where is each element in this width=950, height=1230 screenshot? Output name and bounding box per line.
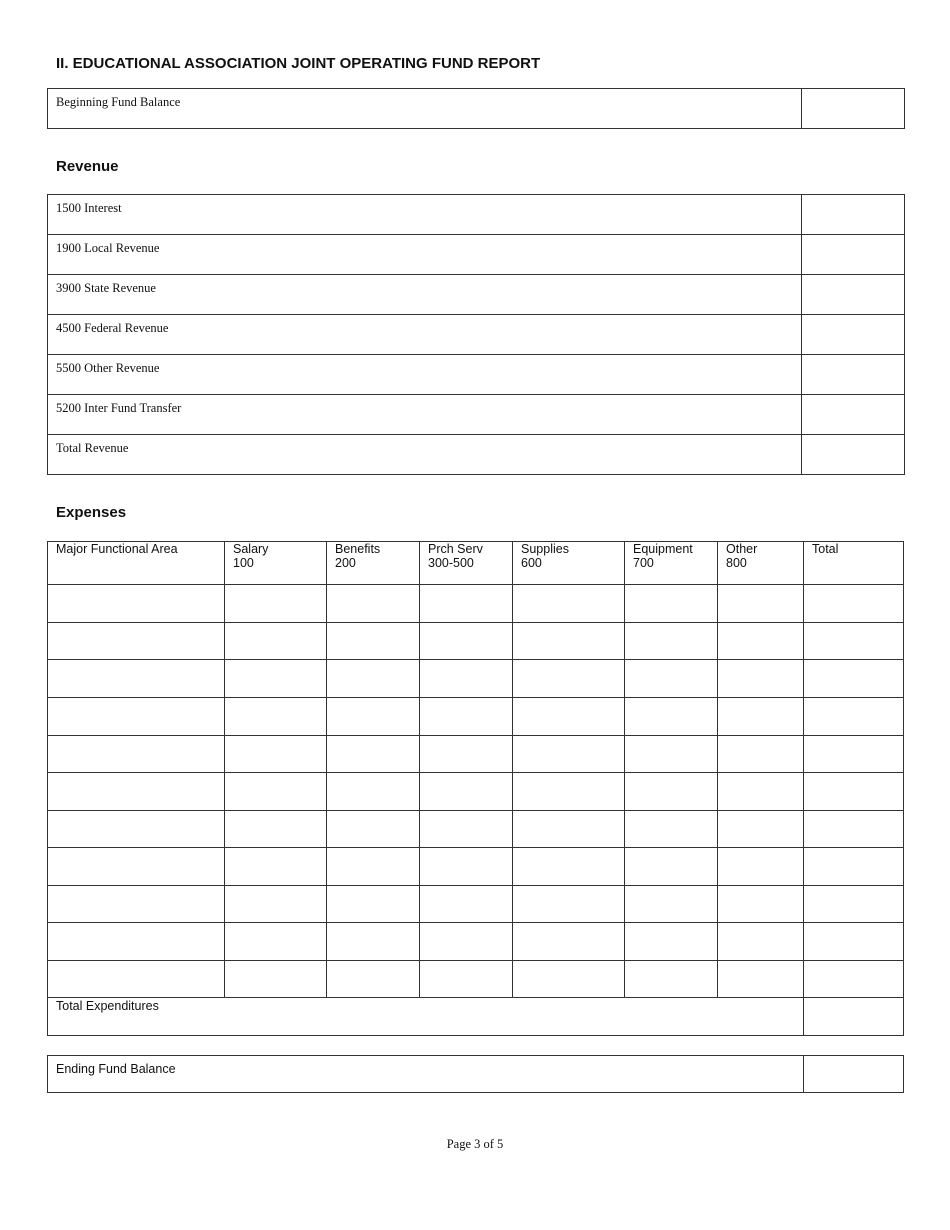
revenue-amount-field[interactable] <box>802 235 905 275</box>
expense-amount-field[interactable] <box>327 923 420 961</box>
expense-row <box>48 660 904 698</box>
expense-amount-field[interactable] <box>718 698 804 736</box>
expense-amount-field[interactable] <box>625 623 718 660</box>
expense-amount-field[interactable] <box>327 773 420 811</box>
expense-row <box>48 886 904 923</box>
total-expenditures-row <box>48 998 904 1036</box>
column-header-code: 700 <box>633 555 654 570</box>
functional-area-field[interactable] <box>48 961 225 998</box>
revenue-amount-field[interactable] <box>802 435 905 475</box>
expense-amount-field[interactable] <box>420 585 513 623</box>
expense-row <box>48 623 904 660</box>
revenue-amount-field[interactable] <box>802 315 905 355</box>
expenses-column-header <box>48 542 225 585</box>
column-header-title: Supplies <box>521 542 569 556</box>
expense-amount-field[interactable] <box>718 585 804 623</box>
functional-area-field[interactable] <box>48 698 225 736</box>
expense-amount-field[interactable] <box>420 698 513 736</box>
revenue-amount-field[interactable] <box>802 275 905 315</box>
expense-amount-field[interactable] <box>513 660 625 698</box>
expense-amount-field[interactable] <box>225 811 327 848</box>
expense-amount-field[interactable] <box>420 923 513 961</box>
expense-amount-field[interactable] <box>225 923 327 961</box>
revenue-table <box>47 194 905 475</box>
expense-amount-field[interactable] <box>804 848 904 886</box>
column-header-title: Total <box>812 542 839 556</box>
expense-amount-field[interactable] <box>327 811 420 848</box>
functional-area-field[interactable] <box>48 623 225 660</box>
expense-row <box>48 736 904 773</box>
expense-amount-field[interactable] <box>225 585 327 623</box>
revenue-label: 1900 Local Revenue <box>48 235 802 275</box>
column-header-title: Prch Serv <box>428 542 483 556</box>
expense-amount-field[interactable] <box>625 923 718 961</box>
revenue-label: 5200 Inter Fund Transfer <box>48 395 802 435</box>
expense-amount-field[interactable] <box>513 848 625 886</box>
expenses-column-header <box>225 542 327 585</box>
column-header-code: 300-500 <box>428 555 474 570</box>
expense-amount-field[interactable] <box>804 886 904 923</box>
expense-amount-field[interactable] <box>625 848 718 886</box>
expenses-column-header <box>718 542 804 585</box>
beginning-balance-table <box>47 88 905 129</box>
expense-amount-field[interactable] <box>420 886 513 923</box>
expenses-column-header <box>804 542 904 585</box>
expense-amount-field[interactable] <box>625 660 718 698</box>
beginning-balance-field[interactable] <box>802 89 905 129</box>
revenue-row <box>48 315 905 355</box>
revenue-row <box>48 435 905 475</box>
expense-amount-field[interactable] <box>625 698 718 736</box>
expense-amount-field[interactable] <box>225 773 327 811</box>
revenue-row <box>48 195 905 235</box>
column-header-title: Major Functional Area <box>56 542 178 556</box>
revenue-label: 5500 Other Revenue <box>48 355 802 395</box>
functional-area-field[interactable] <box>48 660 225 698</box>
expense-amount-field[interactable] <box>327 886 420 923</box>
revenue-row <box>48 275 905 315</box>
beginning-balance-label: Beginning Fund Balance <box>48 89 802 129</box>
expense-amount-field[interactable] <box>513 585 625 623</box>
ending-balance-field[interactable] <box>804 1056 904 1093</box>
expense-amount-field[interactable] <box>718 660 804 698</box>
expense-amount-field[interactable] <box>225 660 327 698</box>
expenses-header-row <box>48 542 904 585</box>
expense-amount-field[interactable] <box>327 660 420 698</box>
expenses-table <box>47 541 904 1036</box>
revenue-amount-field[interactable] <box>802 395 905 435</box>
expense-amount-field[interactable] <box>420 773 513 811</box>
column-header-title: Benefits <box>335 542 381 556</box>
expense-amount-field[interactable] <box>625 585 718 623</box>
total-expenditures-label: Total Expenditures <box>48 998 804 1036</box>
expense-amount-field[interactable] <box>804 585 904 623</box>
expense-row <box>48 773 904 811</box>
expense-amount-field[interactable] <box>804 660 904 698</box>
expense-amount-field[interactable] <box>804 736 904 773</box>
expenses-column-header <box>327 542 420 585</box>
expense-amount-field[interactable] <box>327 623 420 660</box>
expense-amount-field[interactable] <box>420 961 513 998</box>
expense-amount-field[interactable] <box>804 811 904 848</box>
expense-amount-field[interactable] <box>718 773 804 811</box>
expenses-heading: Expenses <box>56 504 127 521</box>
revenue-label: 1500 Interest <box>48 195 802 235</box>
expense-amount-field[interactable] <box>513 811 625 848</box>
functional-area-field[interactable] <box>48 736 225 773</box>
expense-amount-field[interactable] <box>804 698 904 736</box>
ending-balance-label: Ending Fund Balance <box>48 1056 804 1093</box>
functional-area-field[interactable] <box>48 848 225 886</box>
expense-amount-field[interactable] <box>804 623 904 660</box>
expenses-column-header <box>420 542 513 585</box>
page-title: II. EDUCATIONAL ASSOCIATION JOINT OPERATING FUND REPORT <box>56 55 541 72</box>
expense-amount-field[interactable] <box>420 736 513 773</box>
expense-amount-field[interactable] <box>625 811 718 848</box>
expense-amount-field[interactable] <box>804 961 904 998</box>
expense-amount-field[interactable] <box>327 736 420 773</box>
expense-row <box>48 848 904 886</box>
expense-amount-field[interactable] <box>327 961 420 998</box>
expense-amount-field[interactable] <box>327 585 420 623</box>
expense-amount-field[interactable] <box>513 923 625 961</box>
expense-amount-field[interactable] <box>718 811 804 848</box>
expense-row <box>48 585 904 623</box>
expense-amount-field[interactable] <box>718 886 804 923</box>
expense-amount-field[interactable] <box>420 660 513 698</box>
expense-amount-field[interactable] <box>327 848 420 886</box>
column-header-code: 100 <box>233 555 254 570</box>
page-number: Page 3 of 5 <box>446 1137 504 1151</box>
expense-amount-field[interactable] <box>718 623 804 660</box>
expense-amount-field[interactable] <box>625 736 718 773</box>
column-header-title: Salary <box>233 542 269 556</box>
expense-row <box>48 923 904 961</box>
functional-area-field[interactable] <box>48 773 225 811</box>
revenue-amount-field[interactable] <box>802 195 905 235</box>
expense-amount-field[interactable] <box>420 623 513 660</box>
revenue-row <box>48 235 905 275</box>
expense-amount-field[interactable] <box>225 698 327 736</box>
expense-row <box>48 961 904 998</box>
column-header-title: Other <box>726 542 758 556</box>
revenue-heading: Revenue <box>56 158 119 175</box>
functional-area-field[interactable] <box>48 886 225 923</box>
column-header-code: 800 <box>726 555 747 570</box>
expense-amount-field[interactable] <box>225 886 327 923</box>
expense-amount-field[interactable] <box>625 773 718 811</box>
functional-area-field[interactable] <box>48 923 225 961</box>
revenue-row <box>48 395 905 435</box>
functional-area-field[interactable] <box>48 811 225 848</box>
expense-row <box>48 811 904 848</box>
expense-amount-field[interactable] <box>513 773 625 811</box>
revenue-label: 3900 State Revenue <box>48 275 802 315</box>
expense-amount-field[interactable] <box>625 961 718 998</box>
expense-amount-field[interactable] <box>327 698 420 736</box>
expense-amount-field[interactable] <box>804 773 904 811</box>
functional-area-field[interactable] <box>48 585 225 623</box>
revenue-label: 4500 Federal Revenue <box>48 315 802 355</box>
column-header-code: 200 <box>335 555 356 570</box>
expense-amount-field[interactable] <box>420 811 513 848</box>
column-header-title: Equipment <box>633 542 693 556</box>
column-header-code: 600 <box>521 555 542 570</box>
expense-amount-field[interactable] <box>513 623 625 660</box>
expense-amount-field[interactable] <box>225 623 327 660</box>
expense-amount-field[interactable] <box>513 698 625 736</box>
revenue-amount-field[interactable] <box>802 355 905 395</box>
expense-amount-field[interactable] <box>625 886 718 923</box>
expense-amount-field[interactable] <box>718 923 804 961</box>
total-expenditures-field[interactable] <box>804 998 904 1036</box>
ending-balance-table <box>47 1055 904 1093</box>
expense-row <box>48 698 904 736</box>
expense-amount-field[interactable] <box>718 736 804 773</box>
expense-amount-field[interactable] <box>225 736 327 773</box>
revenue-label: Total Revenue <box>48 435 802 475</box>
expense-amount-field[interactable] <box>804 923 904 961</box>
expenses-column-header <box>513 542 625 585</box>
expense-amount-field[interactable] <box>225 961 327 998</box>
expense-amount-field[interactable] <box>513 886 625 923</box>
expenses-column-header <box>625 542 718 585</box>
revenue-row <box>48 355 905 395</box>
expense-amount-field[interactable] <box>513 736 625 773</box>
expense-amount-field[interactable] <box>420 848 513 886</box>
expense-amount-field[interactable] <box>718 848 804 886</box>
expense-amount-field[interactable] <box>225 848 327 886</box>
expense-amount-field[interactable] <box>718 961 804 998</box>
expense-amount-field[interactable] <box>513 961 625 998</box>
